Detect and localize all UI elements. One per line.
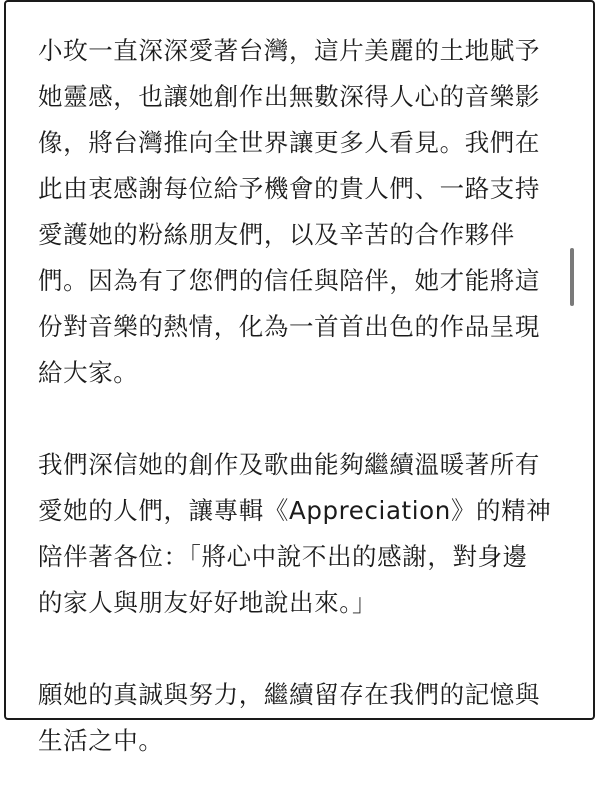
paragraph-3: 願她的真誠與努力，繼續留存在我們的記憶與 生活之中。 — [38, 680, 540, 755]
paragraph-1: 小玫一直深深愛著台灣，這片美麗的土地賦予 她靈感，也讓她創作出無數深得人心的音樂影 像，將台灣推向全世界讓更多人看見。我們在 此由衷感謝每位給予機會的貴人們、一路支持 愛護她的粉絲朋友們，以及辛苦的合作夥伴 們。因為有了您們的信任與陪伴，她才能將這 份對音樂的熱情，化為一首首出色的作品呈現 給大家。 — [38, 36, 540, 387]
paragraph-2: 我們深信她的創作及歌曲能夠繼續溫暖著所有 愛她的人們，讓專輯《Appreciation》的精神 陪伴著各位：「將心中說不出的感謝，對身邊 的家人與朋友好好地說出來。」 — [38, 450, 552, 617]
article-body — [38, 28, 573, 810]
scrollbar-thumb[interactable] — [570, 248, 574, 306]
document-frame — [4, 0, 595, 755]
